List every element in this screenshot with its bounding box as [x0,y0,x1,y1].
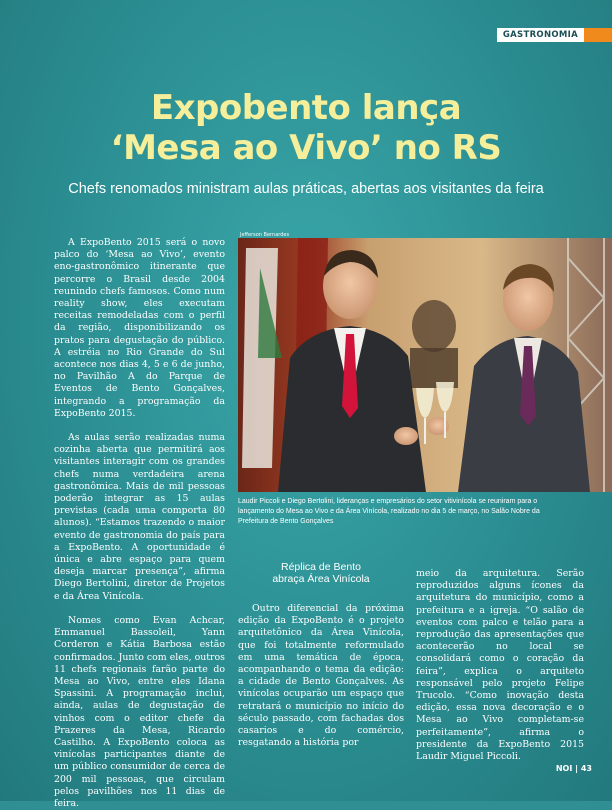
photo-illustration [238,238,612,492]
event-photo [238,238,612,492]
page-folio [556,764,592,773]
box-title [238,561,404,585]
box-column-center [238,603,404,749]
folio-separator: | [575,764,579,773]
photo-caption: Laudir Piccoli e Diego Bertolini, lideranças e empresários do setor vitivinícola se reuniram para o lançamento do Mesa ao Vivo e da Área Vinícola, realizado no dia 5 de março, no Salão Nobre da Prefeitura de Bento Gonçalves [238,498,540,525]
magazine-name: NOI [555,764,573,773]
section-accent-bar [584,28,612,42]
headline-line-2: ‘Mesa ao Vivo’ no RS [110,128,502,168]
body-paragraph-1: A ExpoBento 2015 será o novo palco do ‘Mesa ao Vivo’, evento eno-gastronômico itinerante que percorre o Brasil desde 2004 reunindo chefs famosos. Como num reality show, eles executam receitas remodeladas com o perfil da região, disponibilizando os pratos para degustação do público. A estréia no Rio Grande do Sul acontece nos dias 4, 5 e 6 de junho, no Pavilhão A do Parque de Eventos de Bento Gonçalves, integrando a programação da ExpoBento 2015. [54,237,225,419]
page-number: 43 [580,764,592,773]
body-paragraph-3: Nomes como Evan Achcar, Emmanuel Bassoleil, Yann Corderon e Kátia Barbosa estão confirmados. Junto com eles, outros 11 chefs regionais farão parte do Mesa ao Vivo, entre eles Idana Spassini. A programação inclui, ainda, aulas de degustação de vinhos com o editor chefe da Prazeres da Mesa, Ricardo Castilho. A ExpoBento coloca as vinícolas participantes diante de um público consumidor de cerca de 200 mil pessoas, que circulam pelos pavilhões nos 11 dias de feira. [54,614,225,809]
box-paragraph-1: Outro diferencial da próxima edição da ExpoBento é o projeto arquitetônico da Área Vinícola, que foi totalmente reformulado em uma temática de época, acompanhando o tema da edição: a cidade de Bento Gonçalves. As vinícolas ocuparão um espaço que retratará o município no início do século passado, com fachadas dos casarios e do comércio, resgatando a história por [238,603,404,749]
photo-credit: Jefferson Bernardes [240,232,290,238]
box-paragraph-1-continued: meio da arquitetura. Serão reproduzidos alguns ícones da arquitetura do município, como a prefeitura e a igreja. “O salão de eventos com palco e telão para a reprodução das apresentações que acontecerão no local se consolidará como o coração da feira”, explica o arquiteto responsável pelo projeto Felipe Trucolo. “Como inovação desta edição, essa nova decoração e o Mesa ao Vivo completam-se perfeitamente”, afirma o presidente da ExpoBento 2015 Laudir Miguel Piccoli. [416,568,584,763]
section-label: GASTRONOMIA [497,28,584,42]
body-paragraph-2: As aulas serão realizadas numa cozinha aberta que permitirá aos visitantes interagir com os grandes chefs numa verdadeira arena gastronômica. Mais de mil pessoas poderão integrar as 15 aulas previstas (cada uma comporta 80 alunos). “Estamos trazendo o maior evento de gastronomia do país para a ExpoBento. A oportunidade é única e abre espaço para quem deseja marcar presença”, afirma Diego Bertolini, diretor de Projetos e da Área Vinícola. [54,432,225,602]
box-title-line-2: abraça Área Vinícola [272,573,370,585]
box-title-line-1: Réplica de Bento [281,561,361,573]
box-column-right [416,568,584,763]
section-tag [497,28,612,42]
headline-line-1: Expobento lança [150,88,462,128]
body-column-left [54,237,225,810]
subheadline: Chefs renomados ministram aulas práticas, abertas aos visitantes da feira [68,181,544,197]
